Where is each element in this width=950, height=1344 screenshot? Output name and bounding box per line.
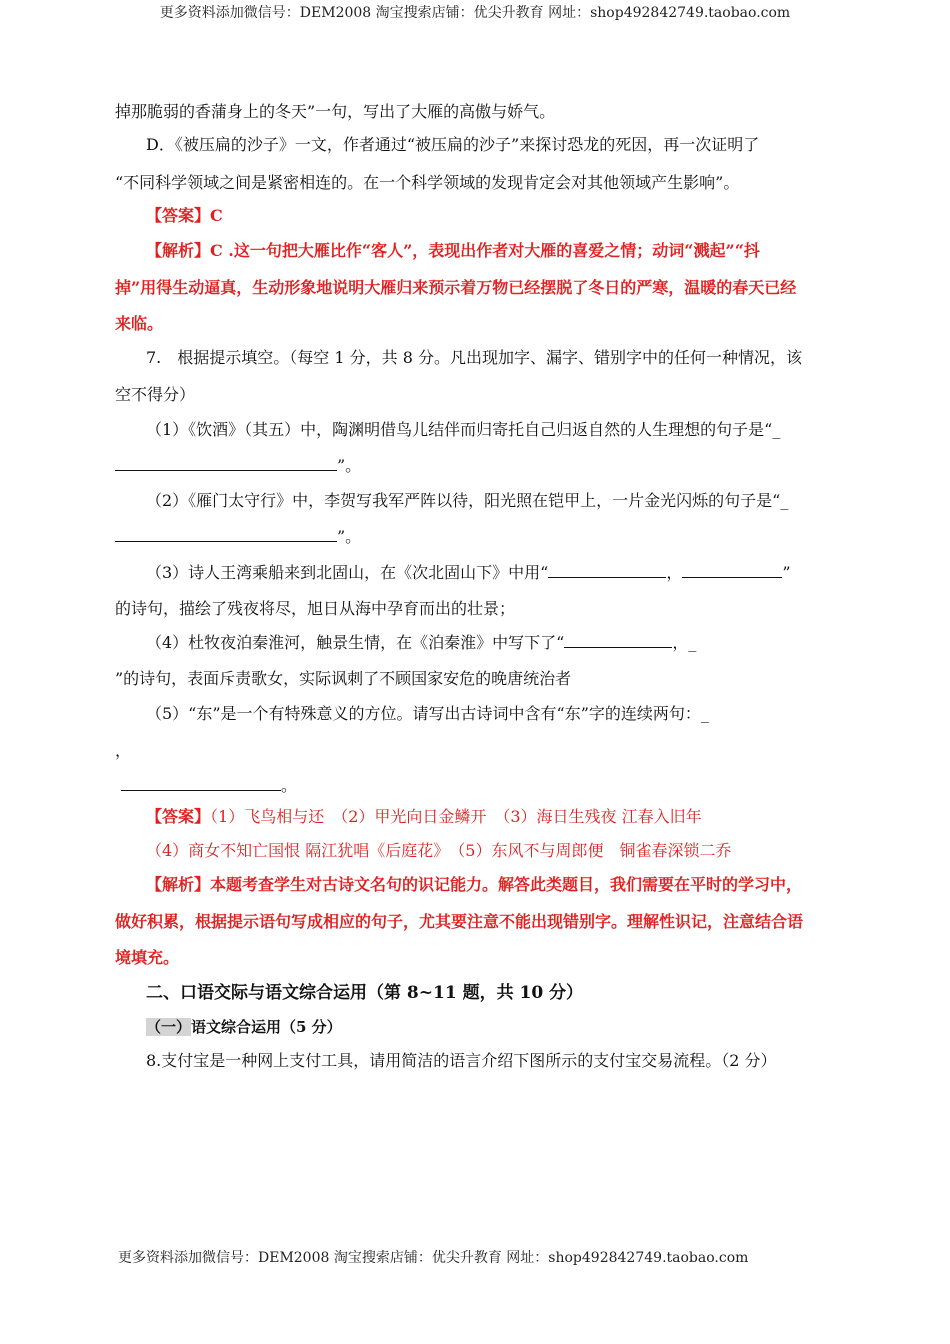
answer-7-line2: （4）商女不知亡国恨 隔江犹唱《后庭花》 （5）东风不与周郎便 铜雀春深锁二乔 (146, 841, 732, 860)
option-d-line2: “不同科学领域之间是紧密相连的。在一个科学领域的发现肯定会对其他领域产生影响”。 (115, 173, 740, 192)
answer-7-label: 【答案】 (146, 807, 211, 826)
subsection-title: 语文综合运用（5 分） (191, 1018, 342, 1036)
question-8: 8.支付宝是一种网上支付工具，请用简洁的语言介绍下图所示的支付宝交易流程。（2 分） (146, 1051, 777, 1070)
page-header: 更多资料添加微信号：DEM2008 淘宝搜索店铺：优尖升教育 网址：shop492842749.taobao.com (159, 5, 791, 21)
answer-blank[interactable] (115, 456, 337, 471)
explanation-7-line3: 境填充。 (115, 948, 180, 967)
q7-sub2-end: ”。 (337, 527, 362, 546)
answer-7-line1 (146, 806, 702, 828)
q7-sub5-line1: （5）“东”是一个有特殊意义的方位。请写出古诗词中含有“东”字的连续两句：_ (146, 704, 709, 723)
q7-sub4-line2: ”的诗句，表面斥责歌女，实际讽刺了不顾国家安危的晚唐统治者 (115, 669, 572, 688)
q7-sub4-comma: ，_ (672, 633, 697, 652)
q7-sub3-line1 (146, 562, 791, 584)
q7-sub1-end: ”。 (337, 456, 362, 475)
answer-blank[interactable] (115, 527, 337, 542)
option-d-line1: D．《被压扁的沙子》一文，作者通过“被压扁的沙子”来探讨恐龙的死因，再一次证明了 (146, 135, 760, 154)
q7-sub3-comma: ， (666, 563, 683, 582)
q7-sub2-line1: （2）《雁门太守行》中，李贺写我军严阵以待，阳光照在铠甲上，一片金光闪烁的句子是“_ (146, 491, 789, 510)
answer-7-items: （1）飞鸟相与还 （2）甲光向日金鳞开 （3）海日生残夜 江春入旧年 (210, 807, 702, 826)
explanation-7-line1: 【解析】本题考查学生对古诗文名句的识记能力。解答此类题目，我们需要在平时的学习中， (146, 875, 803, 894)
q7-sub5-end: 。 (281, 776, 298, 795)
q7-sub1-line1: （1）《饮酒》（其五）中，陶渊明借鸟儿结伴而归寄托自己归返自然的人生理想的句子是“_ (146, 420, 781, 439)
answer-blank[interactable] (121, 776, 281, 791)
answer-blank[interactable] (548, 563, 666, 578)
q7-sub3-text: （3）诗人王湾乘船来到北固山，在《次北固山下》中用“ (146, 563, 549, 582)
q7-sub3-line2: 的诗句，描绘了残夜将尽，旭日从海中孕育而出的壮景； (115, 599, 516, 618)
explanation-6-line3: 来临。 (115, 314, 164, 333)
page-footer: 更多资料添加微信号：DEM2008 淘宝搜索店铺：优尖升教育 网址：shop492842749.taobao.com (118, 1250, 749, 1266)
subsection-number: （一） (146, 1018, 192, 1036)
section-2-heading: 二、口语交际与语文综合运用（第 8~11 题，共 10 分） (146, 983, 584, 1003)
answer-6: 【答案】C (146, 206, 223, 225)
q7-sub5-line3 (121, 775, 297, 797)
q7-sub2-line2 (115, 526, 361, 548)
subsection-1-heading (146, 1016, 342, 1038)
q7-sub1-line2 (115, 455, 361, 477)
explanation-7-line2: 做好积累，根据提示语句写成相应的句子，尤其要注意不能出现错别字。理解性识记，注意结合语 (115, 912, 804, 931)
explanation-6-line2: 掉”用得生动逼真，生动形象地说明大雁归来预示着万物已经摆脱了冬日的严寒，温暖的春天已经 (115, 278, 797, 297)
q7-sub4-line1 (146, 632, 696, 654)
q7-sub4-text: （4）杜牧夜泊秦淮河，触景生情，在《泊秦淮》中写下了“ (146, 633, 565, 652)
q7-sub5-line2: ， (115, 741, 132, 760)
explanation-6-line1: 【解析】C .这一句把大雁比作“客人”，表现出作者对大雁的喜爱之情；动词“溅起”“抖 (146, 241, 760, 260)
answer-blank[interactable] (564, 633, 672, 648)
question-7-line2: 空不得分） (115, 385, 196, 404)
q7-sub3-quote: ” (782, 563, 791, 582)
answer-blank[interactable] (682, 563, 782, 578)
question-7-line1: 7. 根据提示填空。（每空 1 分，共 8 分。凡出现加字、漏字、错别字中的任何一种情况，该 (146, 348, 802, 367)
option-c-continuation: 掉那脆弱的香蒲身上的冬天”一句，写出了大雁的高傲与娇气。 (115, 102, 556, 121)
